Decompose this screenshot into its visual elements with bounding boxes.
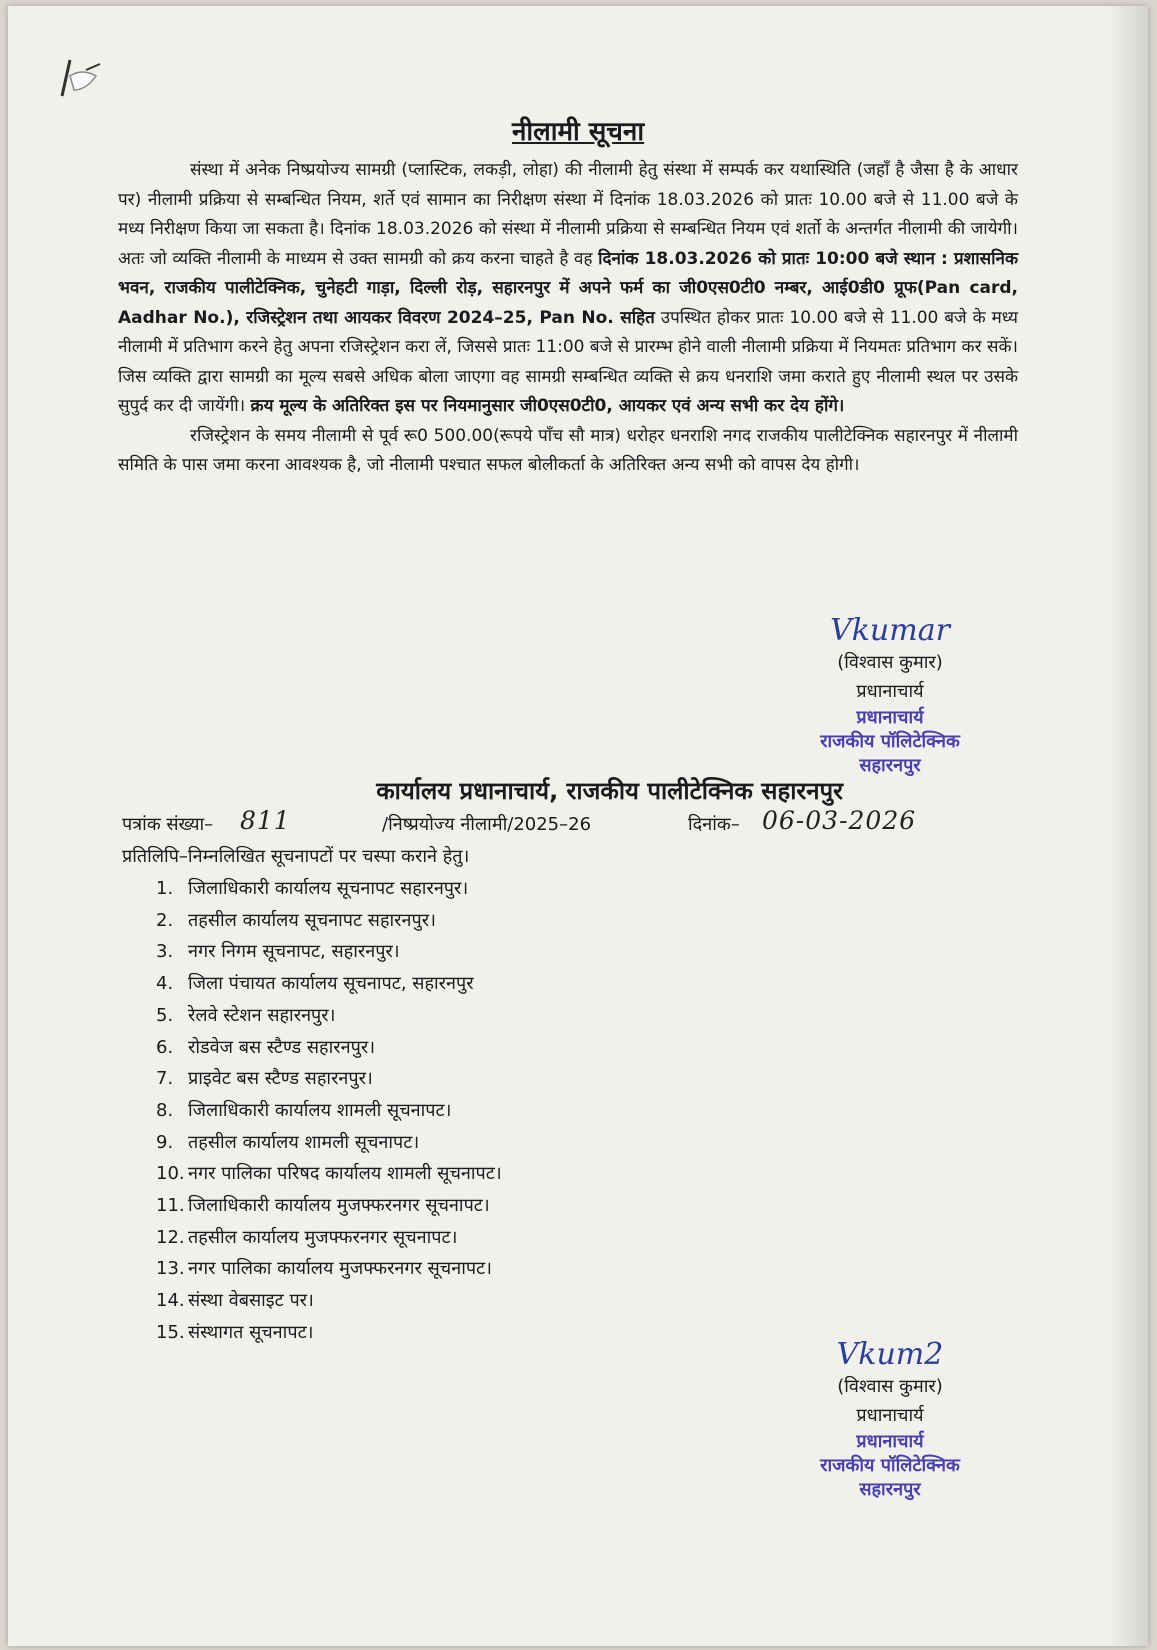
signatory-designation: प्रधानाचार्य [856,681,924,702]
stamp-line-3: सहारनपुर [859,755,921,776]
notice-paragraph-1 [118,156,1018,422]
list-item: 5. रेलवे स्टेशन सहारनपुर। [156,1004,336,1026]
list-item: 2. तहसील कार्यालय सूचनापट सहारनपुर। [156,909,436,931]
stamp-line-3: सहारनपुर [859,1479,921,1500]
notice-paragraph-2: रजिस्ट्रेशन के समय नीलामी से पूर्व रू0 500.00(रूपये पाँच सौ मात्र) धरोहर धनराशि नगद राजकीय पालीटेक्निक सहारनपुर में नीलामी समिति के पास जमा करना आवश्यक है, जो नीलामी पश्चात सफल बोलीकर्ता के अतिरिक्त अन्य सभी को वापस देय होगी। [118,425,1018,475]
copy-intro: प्रतिलिपि–निम्नलिखित सूचनापटों पर चस्पा कराने हेतु। [122,846,470,867]
staple-icon [56,56,104,102]
notice-bold-tax: क्रय मूल्य के अतिरिक्त इस पर नियमानुसार जी0एस0टी0, आयकर एवं अन्य सभी कर देय होंगे। [250,396,845,416]
date-value: 06-03-2026 [762,806,917,835]
list-item: 6. रोडवेज बस स्टैण्ड सहारनपुर। [156,1036,376,1058]
signature-mark: Vkumar [830,613,950,648]
document-page [8,6,1148,1646]
stamp-line-1: प्रधानाचार्य [856,1431,924,1452]
stamp-line-2: राजकीय पॉलिटेक्निक [820,1455,960,1476]
list-item: 15. संस्थागत सूचनापट। [156,1321,314,1343]
signature-block-bottom [790,1338,990,1502]
patrank-number: 811 [240,806,291,835]
notice-text-1: संस्था में अनेक निष्प्रयोज्य सामग्री (प्लास्टिक, लकड़ी, लोहा) की नीलामी हेतु संस्था में सम्पर्क कर यथास्थिति (जहाँ है जैसा है के आधार पर) नीलामी प्रक्रिया से सम्बन्धित नियम, शर्ते एवं सामान का निरीक्षण संस्था में दिनांक 18.03.2026 को प्रातः 10.00 बजे से 11.00 बजे के मध्य निरीक्षण किया जा सकता है। दिनांक 18.03.2026 को संस्था में नीलामी प्रक्रिया से सम्बन्धित नियम एवं शर्तो के अन्तर्गत नीलामी की जायेगी। अतः जो व्यक्ति नीलामी के माध्यम से उक्त सामग्री को क्रय करना चाहते है वह [118,160,1018,269]
official-stamp [790,1430,990,1502]
distribution-list [156,873,502,1349]
list-item: 14. संस्था वेबसाइट पर। [156,1290,314,1312]
patrank-label: पत्रांक संख्या– [122,814,214,835]
signatory-designation: प्रधानाचार्य [856,1405,924,1426]
signature-mark: Vkum2 [836,1337,944,1372]
notice-body [118,156,1018,481]
list-item: 7. प्राइवेट बस स्टैण्ड सहारनपुर। [156,1068,373,1090]
list-item: 4. जिला पंचायत कार्यालय सूचनापट, सहारनपुर [156,973,474,995]
notice-text-2: उपस्थित होकर प्रातः 10.00 बजे से 11.00 बजे के मध्य नीलामी में प्रतिभाग करने हेतु अपना रजिस्ट्रेशन करा लें, जिससे प्रातः 11:00 बजे से प्रारम्भ होने वाली नीलामी प्रक्रिया में नियमतः प्रतिभाग कर सकें। जिस व्यक्ति द्वारा सामग्री का मूल्य सबसे अधिक बोला जाएगा वह सामग्री सम्बन्धित व्यक्ति से क्रय धनराशि जमा कराते हुए नीलामी स्थल पर उसके सुपुर्द कर दी जायेंगी। [118,307,1018,416]
stamp-line-1: प्रधानाचार्य [856,707,924,728]
office-title: कार्यालय प्रधानाचार्य, राजकीय पालीटेक्निक सहारनपुर [376,777,843,805]
reference-subject: /निष्प्रयोज्य नीलामी/2025–26 [382,814,592,835]
signatory-name: (विश्वास कुमार) [837,652,943,673]
list-item: 1. जिलाधिकारी कार्यालय सूचनापट सहारनपुर। [156,878,469,899]
list-item: 8. जिलाधिकारी कार्यालय शामली सूचनापट। [156,1099,452,1121]
list-item: 13. नगर पालिका कार्यालय मुजफ्फरनगर सूचनापट। [156,1258,493,1280]
page-edge-shadow [1108,6,1148,1646]
list-item: 3. नगर निगम सूचनापट, सहारनपुर। [156,941,400,963]
list-item: 9. तहसील कार्यालय शामली सूचनापट। [156,1131,420,1153]
date-label: दिनांक– [688,814,740,835]
signature-block-top [800,614,980,778]
stamp-line-2: राजकीय पॉलिटेक्निक [820,731,960,752]
notice-title: नीलामी सूचना [511,117,645,147]
signatory-name: (विश्वास कुमार) [837,1376,943,1397]
list-item: 10. नगर पालिका परिषद कार्यालय शामली सूचनापट। [156,1163,502,1185]
list-item: 12. तहसील कार्यालय मुजफ्फरनगर सूचनापट। [156,1226,458,1248]
official-stamp [800,706,980,778]
list-item: 11. जिलाधिकारी कार्यालय मुजफ्फरनगर सूचनापट। [156,1195,490,1217]
notice-bold-date-venue: दिनांक 18.03.2026 को प्रातः 10:00 बजे स्थान : प्रशासनिक भवन, राजकीय पालीटेक्निक, चुनेहटी गाड़ा, दिल्ली रोड़, सहारनपुर में अपने फर्म का जी0एस0टी0 नम्बर, आई0डी0 प्रूफ(Pan card, Aadhar No.), रजिस्ट्रेशन तथा आयकर विवरण 2024–25, Pan No. सहित [118,248,1019,328]
